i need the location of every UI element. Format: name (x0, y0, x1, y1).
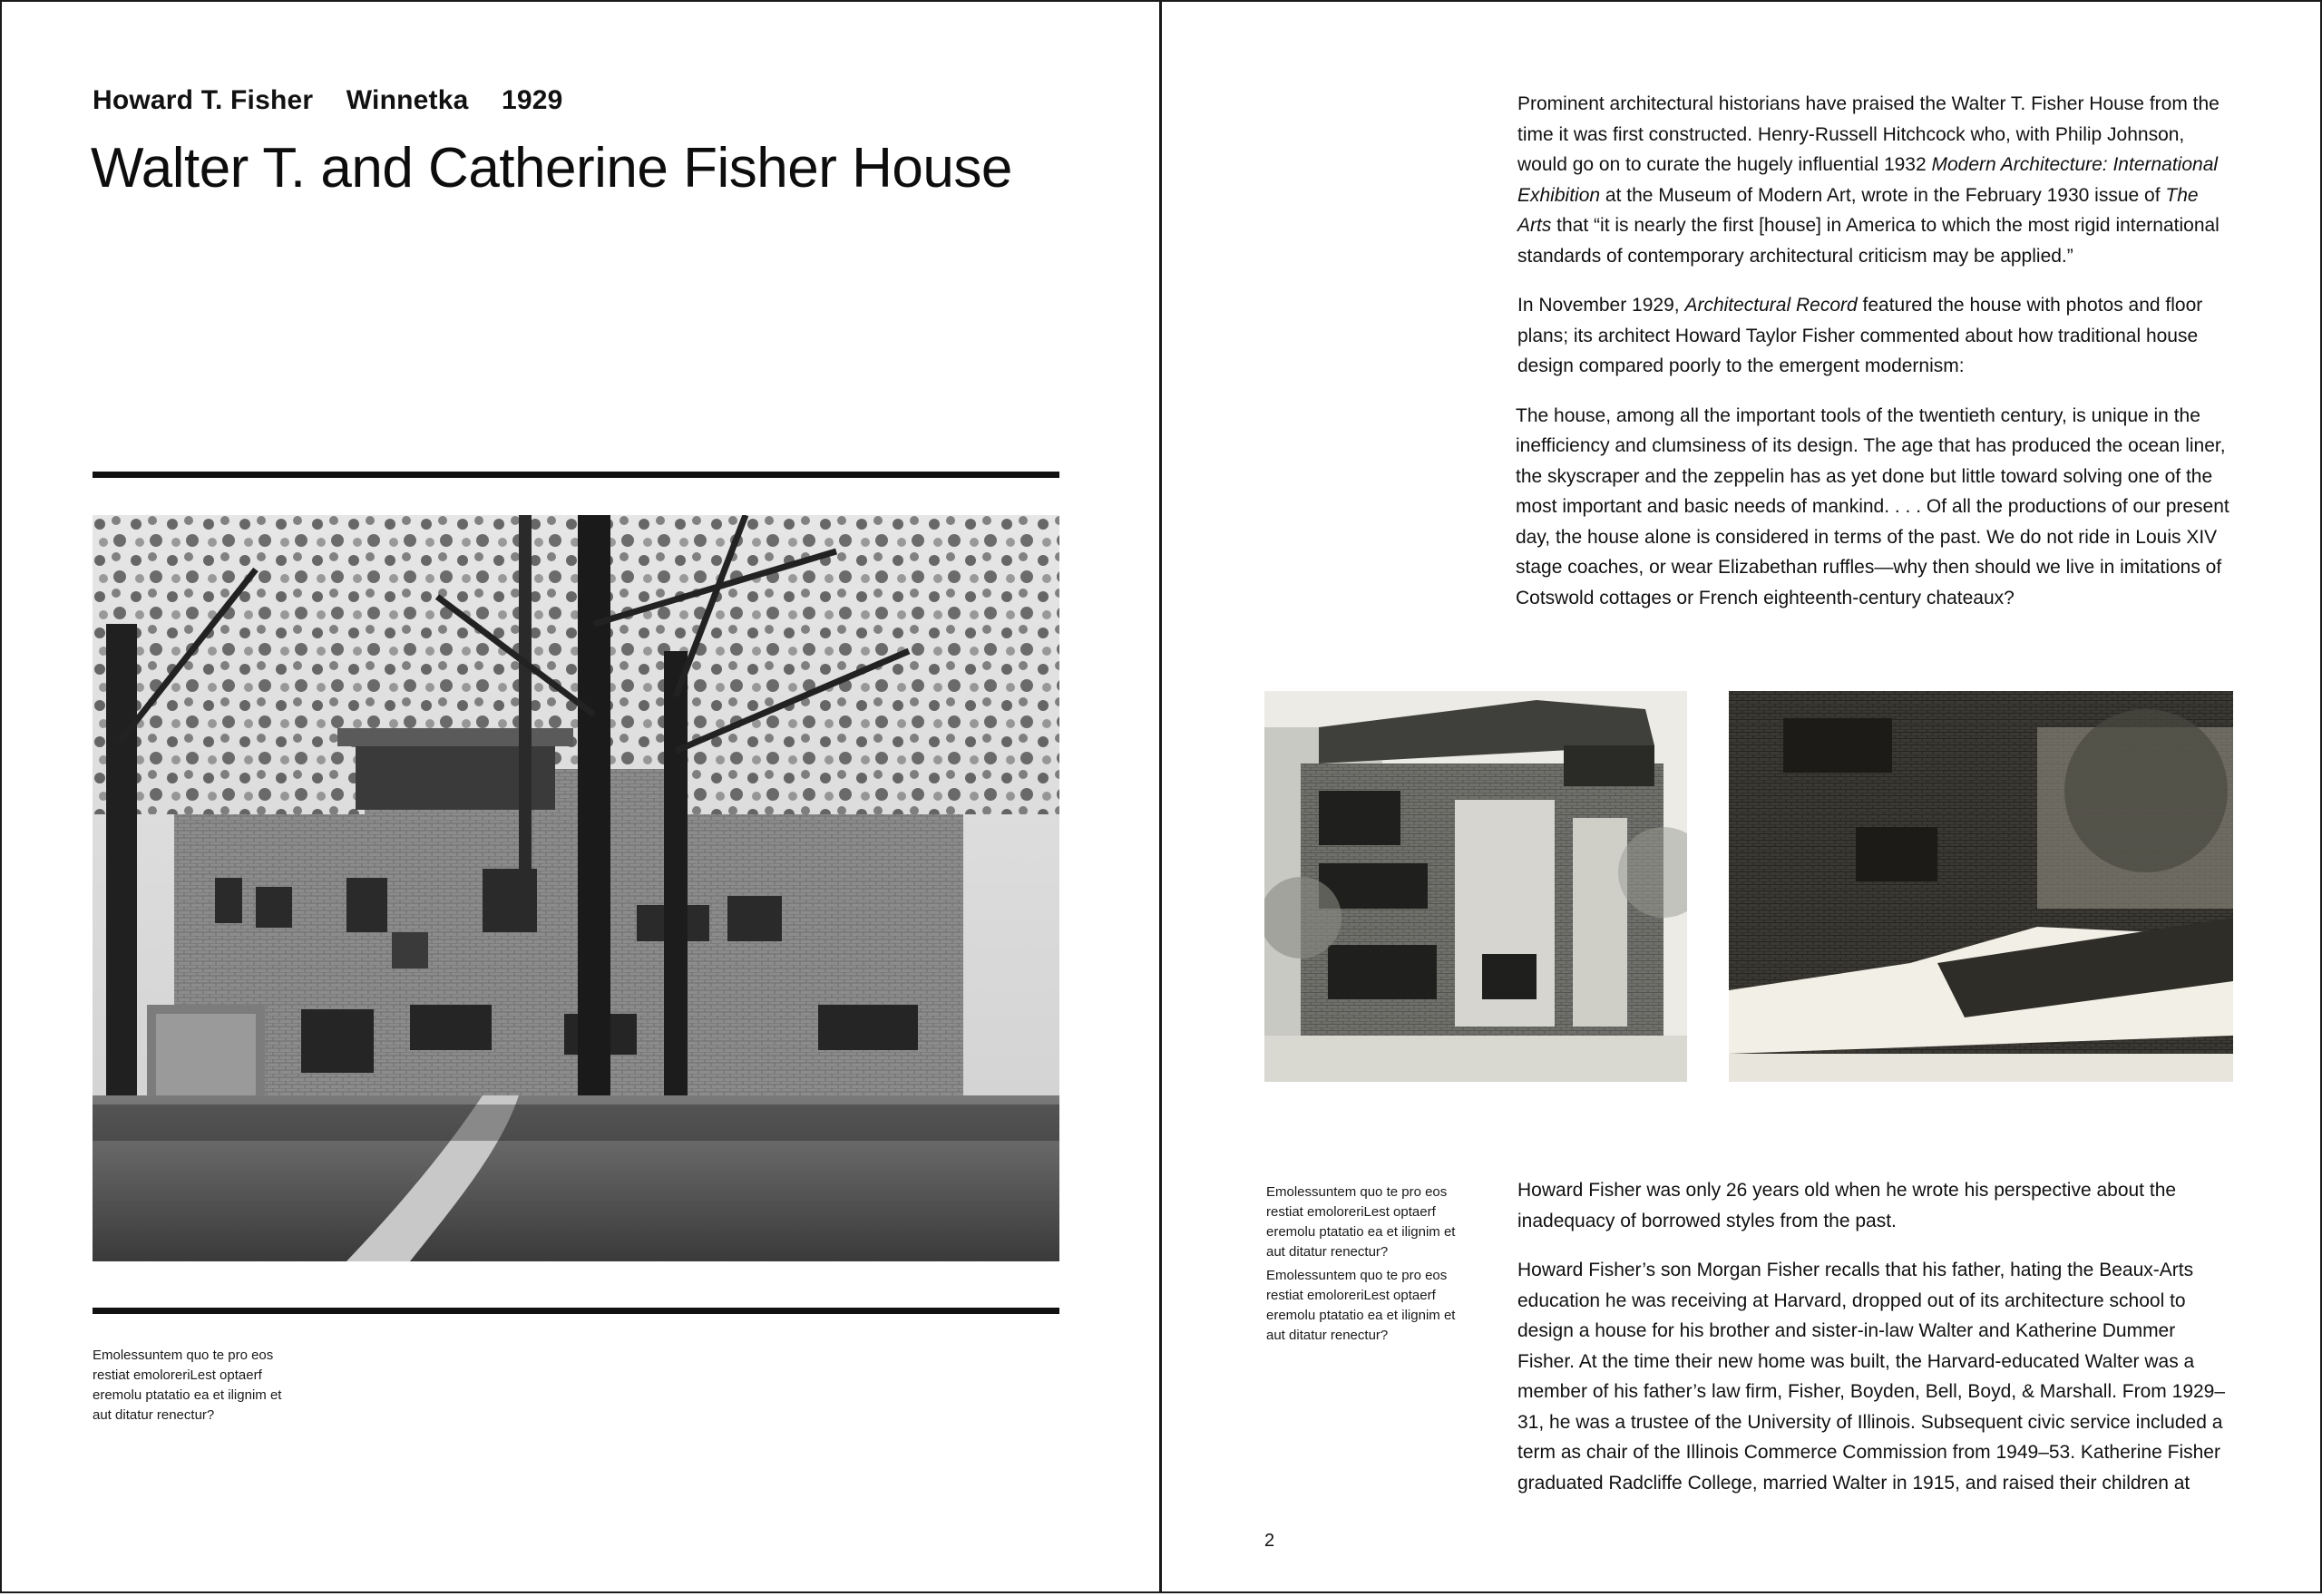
body-text-top (1517, 89, 2234, 613)
photo-captions (1266, 1182, 1475, 1346)
caption-line: restiat emoloreriLest optaerf (1266, 1288, 1436, 1303)
text-emphasis: Modern Architecture: International Exhibition (1517, 154, 2219, 206)
caption-line: Emolessuntem quo te pro eos (1266, 1268, 1448, 1283)
caption-block (1266, 1182, 1475, 1262)
caption-line: Emolessuntem quo te pro eos (93, 1348, 274, 1363)
paragraph-4: Howard Fisher’s son Morgan Fisher recalls that his father, hating the Beaux-Arts education he was receiving at Harvard, dropped out of its architecture school to design a house for his brother and sister-in-law Walter and Katherine Dummer Fisher. At the time their new home was built, the Harvard-educated Walter was a member of his father’s law firm, Fisher, Boyden, Bell, Boyd, & Marshall. From 1929–31, he was a trustee of the University of Illinois. Subsequent civic service included a term as chair of the Illinois Commerce Commission from 1949–53. Katherine Fisher graduated Radcliffe College, married Walter in 1915, and raised their children at (1517, 1260, 2226, 1494)
caption-line: aut ditatur renectur? (1266, 1244, 1389, 1260)
house-photo-detail (1729, 691, 2233, 1082)
paragraph-2 (1517, 290, 2234, 382)
text-emphasis: Architectural Record (1684, 295, 1858, 316)
text-emphasis: The Arts (1517, 184, 2199, 236)
caption-line: aut ditatur renectur? (93, 1407, 215, 1423)
text-span: In November 1929, (1517, 295, 1685, 316)
caption-line: Emolessuntem quo te pro eos (1266, 1184, 1448, 1200)
text-span: featured the house with photos and floor plans; its architect Howard Taylor Fisher commented about how traditional house design compared poorly to the emergent modernism: (1517, 295, 2203, 376)
top-rule (93, 472, 1059, 478)
bottom-rule (93, 1308, 1059, 1314)
caption-line: eremolu ptatatio ea et ilignim et (1266, 1308, 1456, 1323)
paragraph-3: Howard Fisher was only 26 years old when he wrote his perspective about the inadequacy of borrowed styles from the past. (1517, 1180, 2177, 1231)
quote-text: The house, among all the important tools of the twentieth century, is unique in the inefficiency and clumsiness of its design. The age that has produced the ocean liner, the skyscraper and the zeppelin has as yet done but little toward solving one of the most important and basic needs of mankind. . . . Of all the productions of our present day, the house alone is considered in terms of the past. We do not ride in Louis XIV stage coaches, or wear Elizabethan ruffles—why then should we live in imitations of Cotswold cottages or French eighteenth-century chateaux? (1516, 404, 2229, 608)
house-photo-main (93, 515, 1059, 1261)
photo-caption (93, 1346, 301, 1426)
caption-line: restiat emoloreriLest optaerf (1266, 1204, 1436, 1220)
text-span: that “it is nearly the first [house] in America to which the most rigid international standards of contemporary architectural criticism may be applied.” (1517, 215, 2220, 267)
paragraph-1 (1517, 89, 2234, 271)
year: 1929 (502, 85, 563, 115)
caption-line: restiat emoloreriLest optaerf (93, 1367, 262, 1383)
page-number: 2 (1264, 1531, 1275, 1551)
architect-name: Howard T. Fisher (93, 85, 314, 115)
header-meta (93, 85, 589, 116)
block-quote (1516, 401, 2234, 614)
location-name: Winnetka (346, 85, 469, 115)
left-page (0, 0, 1161, 1593)
text-span: Prominent architectural historians have praised the Walter T. Fisher House from the time it was first constructed. Henry-Russell Hitchcock who, with Philip Johnson, would go on to curate the hugely influential 1932 (1517, 93, 2220, 175)
house-photo-side (1264, 691, 1687, 1082)
caption-line: eremolu ptatatio ea et ilignim et (93, 1387, 282, 1403)
caption-line: aut ditatur renectur? (1266, 1328, 1389, 1343)
caption-block (1266, 1266, 1475, 1346)
text-span: at the Museum of Modern Art, wrote in the February 1930 issue of (1600, 184, 2166, 206)
body-text-bottom (1517, 1175, 2234, 1517)
page-title: Walter T. and Catherine Fisher House (91, 137, 1012, 200)
caption-line: eremolu ptatatio ea et ilignim et (1266, 1224, 1456, 1240)
